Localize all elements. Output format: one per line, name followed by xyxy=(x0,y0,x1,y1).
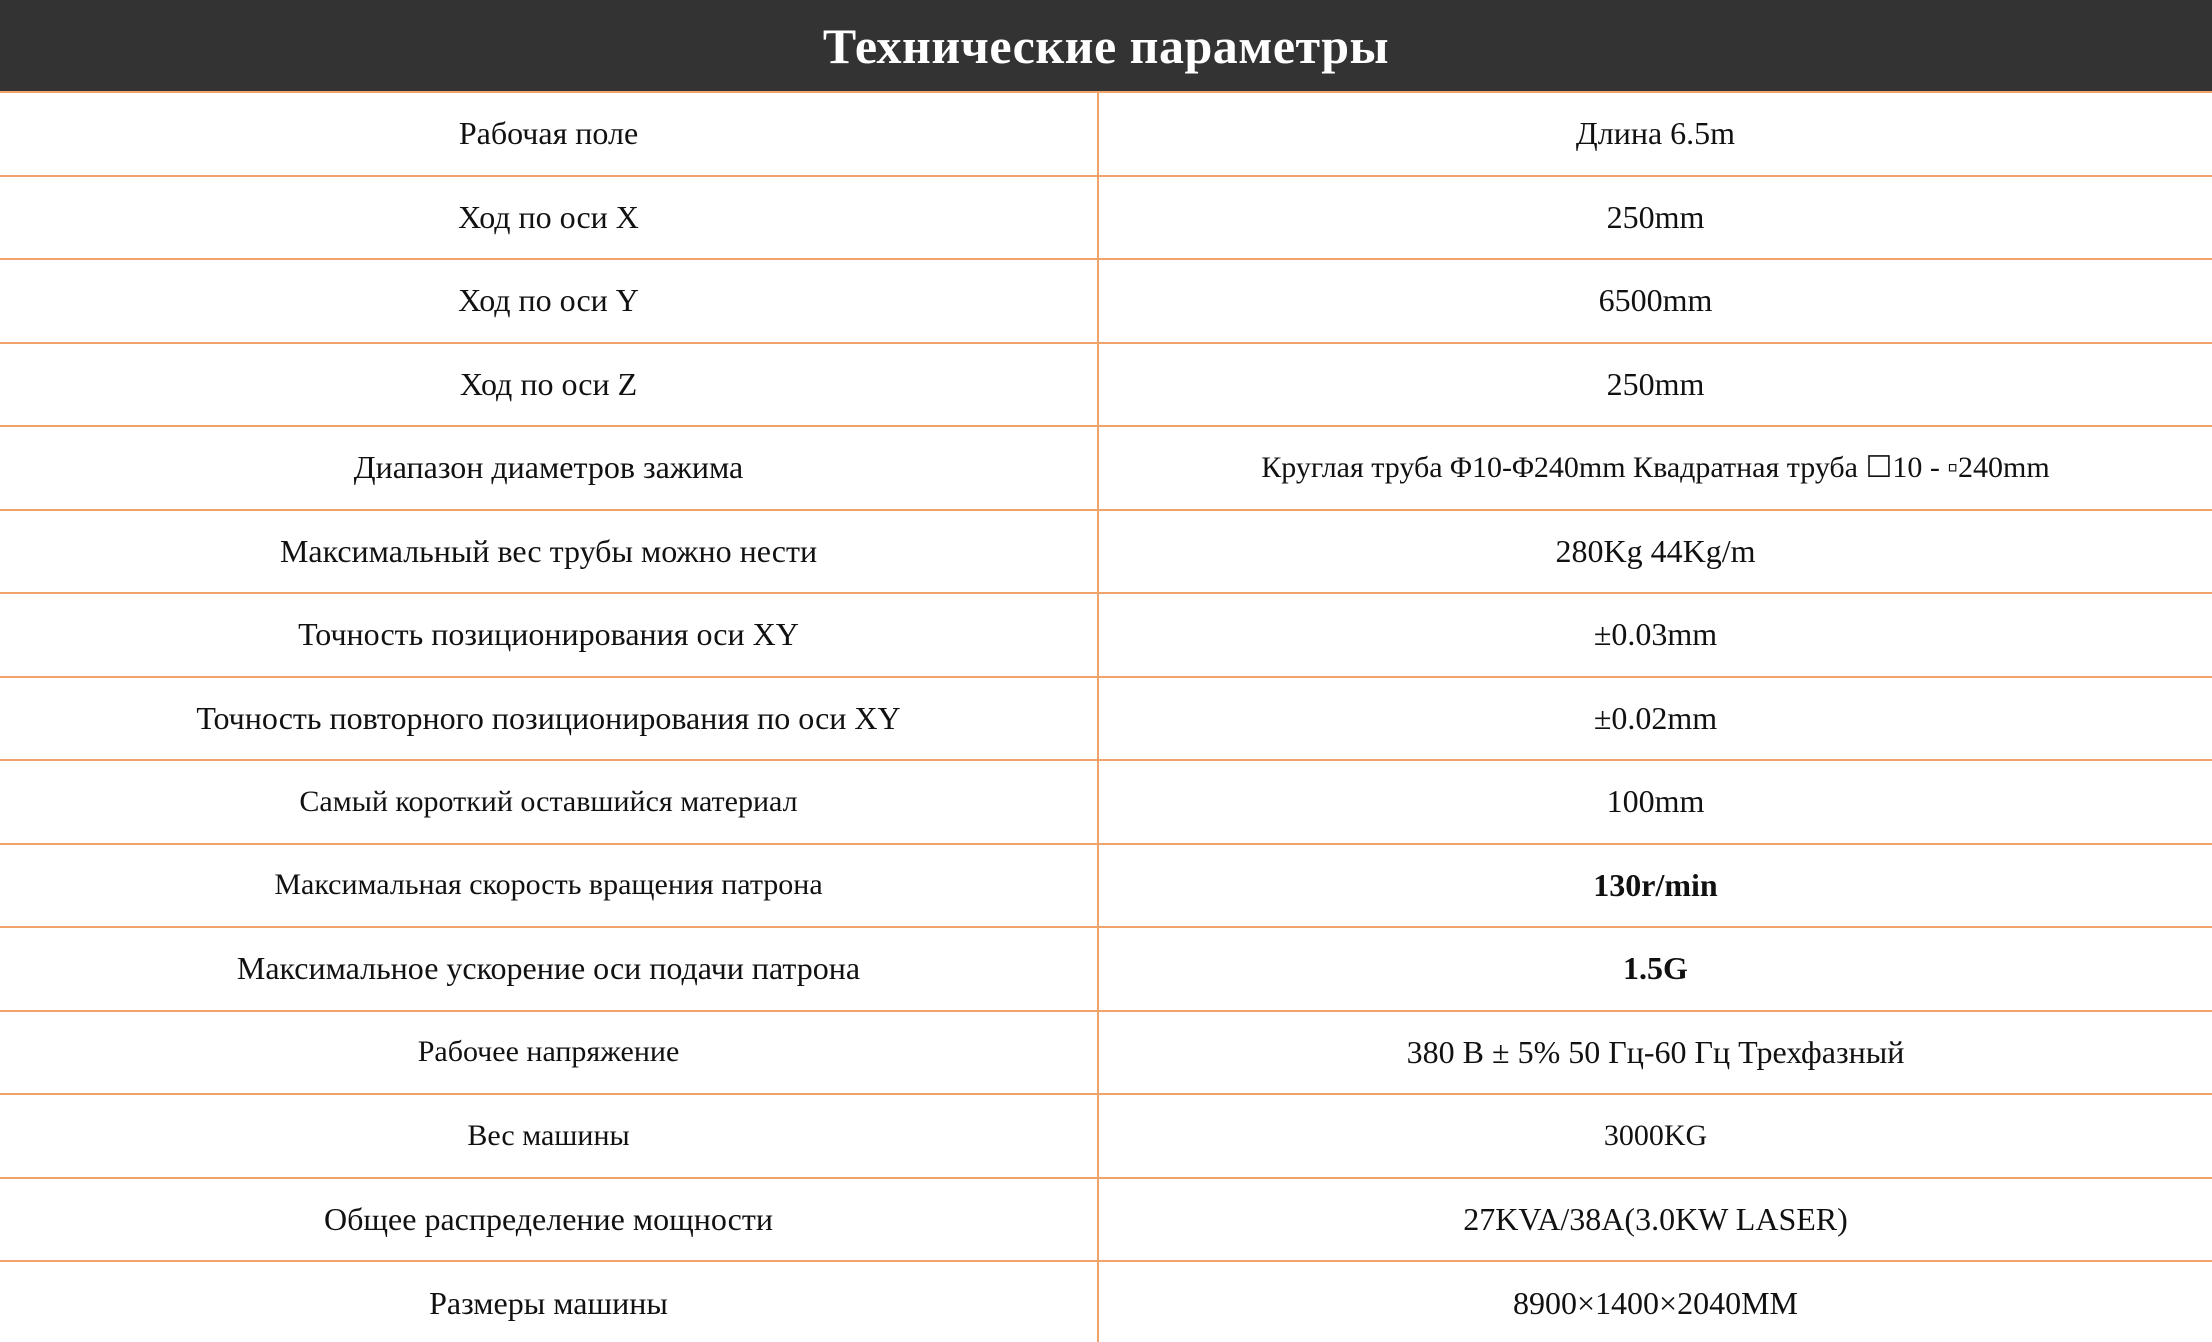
param-name: Точность повторного позиционирования по оси XY xyxy=(0,678,1099,760)
table-row xyxy=(0,511,2212,595)
param-name: Ход по оси X xyxy=(0,177,1099,259)
param-name: Максимальный вес трубы можно нести xyxy=(0,511,1099,593)
param-value: 130r/min xyxy=(1593,866,1718,903)
table-row xyxy=(0,594,2212,678)
param-name: Диапазон диаметров зажима xyxy=(0,427,1099,509)
param-value: 250mm xyxy=(1606,198,1705,235)
param-name: Максимальная скорость вращения патрона xyxy=(0,845,1099,927)
param-name: Рабочая поле xyxy=(0,93,1099,175)
param-name: Общее распределение мощности xyxy=(0,1179,1099,1261)
param-name: Ход по оси Y xyxy=(0,260,1099,342)
param-value: 1.5G xyxy=(1623,950,1688,987)
param-value: 27KVA/38A(3.0KW LASER) xyxy=(1463,1200,1848,1237)
table-row xyxy=(0,177,2212,261)
table-row xyxy=(0,344,2212,428)
table-row xyxy=(0,1095,2212,1179)
table-row xyxy=(0,427,2212,511)
page-title: Технические параметры xyxy=(822,17,1390,74)
param-value: ±0.03mm xyxy=(1593,616,1718,653)
table-row xyxy=(0,1012,2212,1096)
table-row xyxy=(0,928,2212,1012)
param-value: 380 В ± 5% 50 Гц-60 Гц Трехфазный xyxy=(1406,1033,1905,1070)
param-name: Самый короткий оставшийся материал xyxy=(0,761,1099,843)
param-value: Круглая труба Φ10-Φ240mm Квадратная труба ☐10 - ▫240mm xyxy=(1261,451,2050,485)
param-name: Вес машины xyxy=(0,1095,1099,1177)
param-name: Размеры машины xyxy=(0,1262,1099,1342)
table-row xyxy=(0,1179,2212,1263)
param-value: 8900×1400×2040MM xyxy=(1513,1285,1798,1322)
param-name: Максимальное ускорение оси подачи патрона xyxy=(0,928,1099,1010)
table-row xyxy=(0,678,2212,762)
spec-table xyxy=(0,93,2212,1342)
table-row xyxy=(0,1262,2212,1342)
param-name: Рабочее напряжение xyxy=(0,1012,1099,1094)
param-value: ±0.02mm xyxy=(1593,699,1718,736)
param-value: 250mm xyxy=(1606,365,1705,402)
table-row xyxy=(0,761,2212,845)
param-value: 3000KG xyxy=(1603,1118,1708,1152)
param-value: 100mm xyxy=(1606,783,1705,820)
table-row xyxy=(0,845,2212,929)
param-name: Ход по оси Z xyxy=(0,344,1099,426)
header-bar xyxy=(0,0,2212,93)
param-name: Точность позиционирования оси XY xyxy=(0,594,1099,676)
table-row xyxy=(0,93,2212,177)
param-value: 6500mm xyxy=(1598,282,1713,319)
table-row xyxy=(0,260,2212,344)
param-value: Длина 6.5m xyxy=(1575,115,1736,152)
param-value: 280Kg 44Kg/m xyxy=(1555,532,1756,569)
